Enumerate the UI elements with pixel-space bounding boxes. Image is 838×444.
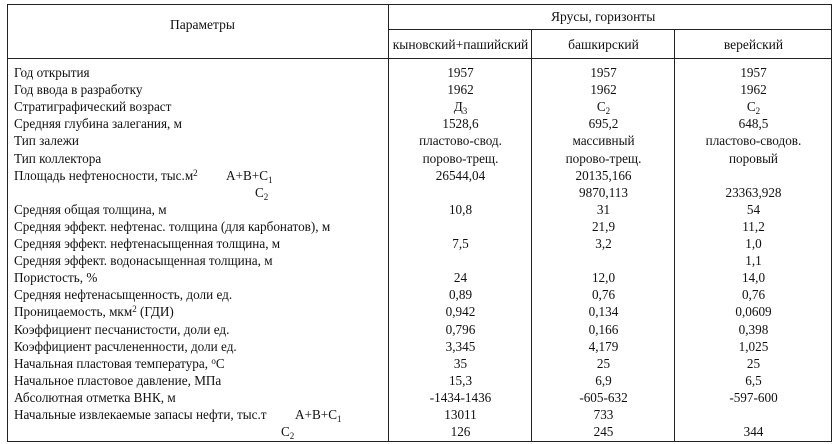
value-cell [532, 150, 675, 167]
value-text: 12,0 [591, 270, 616, 286]
parameter-label: Начальное пластовое давление, МПа [14, 372, 222, 388]
parameters-table [7, 4, 832, 442]
parameter-label: Начальные извлекаемые запасы нефти, тыс.т [14, 407, 267, 422]
value-cell [675, 389, 832, 406]
table-row [8, 201, 831, 218]
table-row [8, 235, 831, 252]
value-cell [675, 132, 832, 149]
reserve-category-label: С [281, 424, 290, 440]
value-cell [675, 338, 832, 355]
value-cell [389, 64, 532, 81]
reserve-category-sub: 2 [263, 191, 269, 202]
value-text: 35 [453, 355, 468, 371]
value-cell [675, 423, 832, 440]
parameter-label: Коэффициент песчанистости, доли ед. [14, 321, 230, 337]
value-text: 25 [596, 355, 611, 371]
value-sub: 2 [755, 106, 761, 117]
value-text: 26544,04 [435, 167, 486, 183]
column-header-verey: верейский [723, 37, 784, 52]
value-sub: 3 [462, 106, 468, 117]
parameter-sup: 2 [132, 304, 137, 315]
value-text: 1957 [447, 65, 474, 80]
value-cell [389, 338, 532, 355]
table-row [8, 406, 831, 423]
value-text: 3,345 [445, 338, 476, 354]
value-text: 1,1 [745, 253, 762, 269]
value-cell [389, 286, 532, 303]
reserve-category [226, 167, 273, 184]
reserve-category-label: С [255, 184, 264, 200]
reserve-category [255, 184, 268, 201]
value-cell [532, 389, 675, 406]
parameter-cell [14, 150, 101, 167]
value-cell [532, 64, 675, 81]
parameter-cell [14, 355, 225, 372]
value-text: 344 [743, 424, 764, 440]
value-cell [389, 132, 532, 149]
reserve-category [295, 406, 342, 423]
table-row [8, 321, 831, 338]
parameter-cell [14, 64, 90, 81]
value-cell [675, 269, 832, 286]
value-cell [532, 115, 675, 132]
value-text: -597-600 [729, 389, 778, 405]
divider [388, 29, 832, 30]
value-cell [389, 98, 532, 115]
parameter-cell [14, 372, 221, 389]
value-text: 10,8 [448, 201, 473, 217]
value-text: 31 [596, 201, 611, 217]
reserve-category-label: А+В+С [295, 407, 337, 422]
value-cell [675, 201, 832, 218]
parameter-cell [14, 98, 171, 115]
table-row [8, 269, 831, 286]
value-text: 3,2 [595, 236, 612, 251]
table-row [8, 64, 831, 81]
value-text: 25 [746, 355, 761, 371]
value-text: 0,398 [738, 321, 769, 337]
reserve-category [281, 423, 294, 440]
value-text: 13011 [444, 407, 477, 422]
value-text: 126 [450, 424, 471, 440]
value-cell [532, 235, 675, 252]
value-text: 14,0 [741, 270, 766, 286]
value-text: 1962 [447, 82, 474, 98]
value-cell [389, 167, 532, 184]
divider [8, 58, 832, 59]
parameter-tail: С [215, 355, 225, 371]
value-cell [675, 184, 832, 201]
value-text: 15,3 [448, 372, 473, 388]
parameter-label: Средняя эффект. нефтенасыщенная толщина, м [14, 236, 281, 251]
value-text: -605-632 [579, 389, 628, 405]
value-cell [675, 252, 832, 269]
value-cell [675, 235, 832, 252]
value-cell [532, 338, 675, 355]
reserve-category-sub: 1 [337, 414, 342, 424]
value-text: 0,76 [591, 287, 616, 303]
value-cell [389, 423, 532, 440]
parameter-label: Коэффициент расчлененности, доли ед. [14, 338, 237, 354]
value-text: 23363,928 [725, 184, 782, 200]
value-cell [532, 132, 675, 149]
parameter-label: Проницаемость, мкм [14, 304, 133, 320]
parameter-sup: 2 [193, 167, 198, 178]
value-cell [532, 321, 675, 338]
table-row [8, 286, 831, 303]
value-cell [532, 372, 675, 389]
parameter-label: Средняя нефтенасыщенность, доли ед. [14, 287, 233, 303]
parameter-label: Стратиграфический возраст [14, 99, 172, 115]
parameter-cell [14, 81, 142, 98]
value-text: -1434-1436 [429, 389, 492, 405]
value-text: 1962 [740, 82, 767, 98]
parameter-label: Начальная пластовая температура, [14, 355, 212, 371]
value-cell [532, 81, 675, 98]
value-text: 21,9 [591, 218, 616, 234]
params-header: Параметры [170, 17, 235, 32]
value-text: 1,0 [745, 236, 762, 251]
table-row [8, 132, 831, 149]
value-text: 245 [593, 424, 614, 440]
value-text: 6,9 [595, 372, 612, 388]
value-cell [389, 235, 532, 252]
value-cell [389, 321, 532, 338]
value-text: 7,5 [452, 236, 469, 251]
column-header-bashkir: башкирский [568, 37, 639, 52]
parameter-cell [14, 303, 174, 320]
parameter-sup: о [211, 355, 216, 366]
value-cell [389, 269, 532, 286]
parameter-cell [14, 286, 232, 303]
value-text: 648,5 [738, 116, 769, 132]
table-row [8, 423, 831, 440]
value-text: 11,2 [742, 218, 765, 234]
value-cell [532, 98, 675, 115]
parameter-cell [14, 167, 198, 184]
parameter-label: Средняя глубина залегания, м [14, 116, 182, 132]
value-text: 6,5 [745, 372, 762, 388]
parameter-cell [14, 338, 237, 355]
parameter-cell [14, 269, 97, 286]
value-cell [532, 269, 675, 286]
value-cell [675, 98, 832, 115]
table-row [8, 150, 831, 167]
value-text: 0,0609 [735, 304, 772, 320]
parameter-cell [14, 218, 330, 235]
value-text: порово-трещ. [565, 150, 642, 166]
value-text: 695,2 [588, 116, 619, 132]
value-cell [675, 303, 832, 320]
parameter-cell [14, 201, 167, 218]
parameter-cell [14, 252, 273, 269]
value-cell [675, 64, 832, 81]
parameter-label: Пористость, % [14, 270, 98, 286]
value-text: 1962 [590, 82, 617, 98]
value-text: поровый [729, 150, 778, 166]
value-text: 24 [453, 270, 468, 286]
value-cell [675, 150, 832, 167]
value-text: 0,166 [588, 321, 619, 337]
column-header-kynovsky: кыновский+пашийский [392, 37, 529, 52]
value-cell [532, 423, 675, 440]
parameter-label: Абсолютная отметка ВНК, м [14, 389, 176, 405]
value-text: 9870,113 [579, 184, 628, 200]
parameter-cell [14, 321, 229, 338]
table-row [8, 218, 831, 235]
value-text: пластово-свод. [419, 133, 502, 149]
parameter-label: Средняя эффект. водонасыщенная толщина, м [14, 253, 273, 269]
value-text: 0,942 [445, 304, 476, 320]
value-text: 0,796 [445, 321, 476, 337]
value-text: 1957 [590, 65, 617, 80]
table-row [8, 81, 831, 98]
value-text: пластово-сводов. [705, 133, 802, 149]
value-cell [675, 286, 832, 303]
parameter-cell [14, 389, 176, 406]
value-cell [389, 150, 532, 167]
table-row [8, 338, 831, 355]
value-cell [389, 303, 532, 320]
value-cell [532, 286, 675, 303]
table-row [8, 184, 831, 201]
table-row [8, 98, 831, 115]
value-text: 1,025 [738, 338, 769, 354]
table-row [8, 389, 831, 406]
value-text: 1957 [740, 65, 767, 80]
parameter-cell [14, 132, 79, 149]
parameter-label: Площадь нефтеносности, тыс.м [14, 167, 194, 183]
value-cell [532, 303, 675, 320]
parameter-label: Тип залежи [14, 133, 79, 149]
value-cell [532, 218, 675, 235]
value-cell [532, 184, 675, 201]
table-row [8, 252, 831, 269]
value-text: 4,179 [588, 338, 619, 354]
parameter-label: Средняя общая толщина, м [14, 201, 167, 217]
value-cell [675, 372, 832, 389]
value-text: массивный [572, 133, 635, 149]
value-sub: 2 [605, 106, 611, 117]
value-text: порово-трещ. [422, 150, 499, 166]
table-row [8, 115, 831, 132]
value-cell [675, 81, 832, 98]
parameter-label: Год открытия [14, 65, 90, 80]
value-cell [389, 81, 532, 98]
value-cell [675, 115, 832, 132]
value-cell [675, 218, 832, 235]
table-row [8, 303, 831, 320]
tiers-header: Ярусы, горизонты [551, 9, 656, 24]
value-text: 20135,166 [575, 167, 632, 183]
value-text: 733 [593, 407, 614, 422]
parameter-cell [14, 406, 267, 423]
parameter-label: Тип коллектора [14, 150, 102, 166]
parameter-cell [14, 115, 182, 132]
value-cell [389, 372, 532, 389]
value-cell [389, 389, 532, 406]
value-cell [389, 355, 532, 372]
value-text: С [746, 99, 756, 115]
value-cell [532, 201, 675, 218]
parameter-cell [14, 235, 280, 252]
value-text: С [596, 99, 606, 115]
value-text: Д [453, 99, 463, 115]
value-text: 0,134 [588, 304, 619, 320]
table-row [8, 167, 831, 184]
reserve-category-sub: 2 [289, 431, 295, 442]
value-text: 54 [746, 201, 761, 217]
parameter-label: Средняя эффект. нефтенас. толщина (для карбонатов), м [14, 218, 331, 234]
reserve-category-label: А+В+С [226, 167, 268, 183]
value-text: 0,89 [448, 287, 473, 303]
value-cell [389, 406, 532, 423]
value-cell [532, 167, 675, 184]
table-row [8, 372, 831, 389]
parameter-label: Год ввода в разработку [14, 82, 143, 98]
reserve-category-sub: 1 [268, 174, 273, 185]
value-cell [532, 406, 675, 423]
value-cell [675, 321, 832, 338]
parameter-tail: (ГДИ) [136, 304, 174, 320]
value-cell [532, 355, 675, 372]
table-row [8, 355, 831, 372]
value-cell [675, 355, 832, 372]
value-cell [389, 115, 532, 132]
value-cell [389, 201, 532, 218]
value-text: 1528,6 [442, 116, 479, 132]
value-text: 0,76 [741, 287, 766, 303]
